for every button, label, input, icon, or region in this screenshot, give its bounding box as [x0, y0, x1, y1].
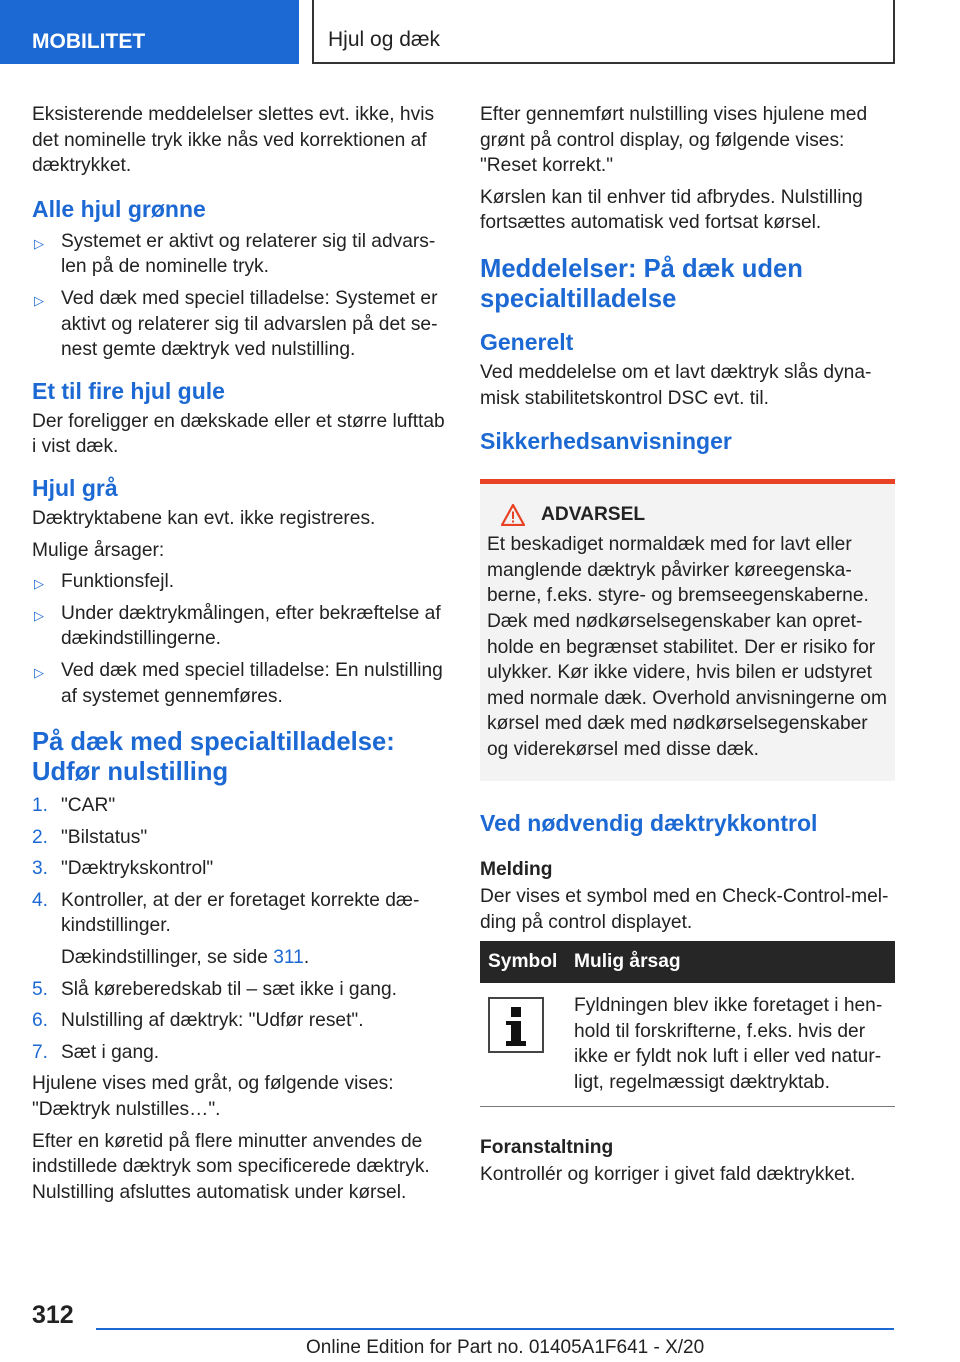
step-item: 3. "Dæktrykskontrol": [32, 858, 214, 880]
after-reset-2: Efter en køretid på flere minutter anvendes de indstillede dæktryk som specificerede dæktryk. Nulstilling afsluttes automatisk under kørsel.: [32, 1130, 430, 1203]
intro-paragraph: Eksisterende meddelelser slettes evt. ikke, hvis det nominelle tryk ikke nås ved korrektionen af dæktrykket.: [32, 104, 435, 177]
causes-label: Mulige årsager:: [32, 539, 165, 561]
heading-safety: Sikkerhedsanvisninger: [480, 428, 732, 455]
after-reset-1: Hjulene vises med gråt, og følgende vises: "Dæktryk nulstilles…".: [32, 1073, 394, 1121]
chapter-header: [312, 0, 895, 64]
heading-general: Generelt: [480, 328, 574, 355]
reset-result-paragraph: Efter gennemført nulstilling vises hjulene med grønt på control display, og følgende vises: "Reset korrekt.": [480, 104, 868, 177]
heading-yellow: Et til fire hjul gule: [32, 377, 225, 404]
step-item: 1. "CAR": [32, 795, 116, 817]
yellow-paragraph: Der foreligger en dækskade eller et større lufttab i vist dæk.: [32, 410, 445, 458]
triangle-bullet-icon: ▷: [34, 607, 44, 623]
info-icon: [488, 997, 544, 1053]
step-subnote: Dækindstillinger, se side 311.: [61, 947, 310, 969]
warning-text: Et beskadiget normaldæk med for lavt eller manglende dæktryk påvirker køreegenska-berne, f.eks. styre- og bremseegenskaberne. Dæk med nødkørselsegenskaber kan opret-holde en begrænset stabilitet. Der er risiko for ulykker. Kør ikke videre, hvis bilen er udstyret med normale dæk. Overhold anvisningerne om kørsel med dæk med nødkørselsegenskaber og viderekørsel med disse dæk.: [487, 534, 887, 760]
heading-reset: På dæk med specialtilladelse: Udfør nulstilling: [32, 728, 395, 787]
warning-box: [480, 479, 895, 780]
table-row: [480, 983, 895, 1106]
green-list: [32, 229, 446, 363]
section-title: MOBILITET: [32, 30, 146, 53]
heading-messages: Meddelelser: På dæk uden specialtilladelse: [480, 254, 803, 313]
measure-paragraph: Kontrollér og korriger i givet fald dæktrykket.: [480, 1164, 856, 1186]
subheading-message: Melding: [480, 858, 553, 880]
section-tab: [0, 0, 299, 64]
footer-divider: [96, 1328, 894, 1330]
heading-grey: Hjul grå: [32, 474, 118, 501]
list-item: ▷ Funktionsfejl.: [32, 569, 446, 595]
warning-triangle-icon: [501, 504, 525, 526]
footer-edition: Online Edition for Part no. 01405A1F641 - X/20: [306, 1337, 705, 1358]
triangle-bullet-icon: ▷: [34, 235, 44, 251]
triangle-bullet-icon: ▷: [34, 576, 44, 592]
triangle-bullet-icon: ▷: [34, 292, 44, 308]
step-item: 6. Nulstilling af dæktryk: "Udfør reset".: [32, 1010, 364, 1032]
step-item: 5. Slå køreberedskab til – sæt ikke i gang.: [32, 978, 397, 1000]
page-number: 312: [32, 1301, 74, 1329]
heading-green: Alle hjul grønne: [32, 195, 206, 222]
heading-check: Ved nødvendig dæktrykkontrol: [480, 809, 818, 836]
table-header-cause: Mulig årsag: [566, 941, 895, 983]
symbol-table: [480, 941, 895, 1106]
message-paragraph: Der vises et symbol med en Check-Control-mel-ding på control displayet.: [480, 886, 889, 933]
interrupt-paragraph: Kørslen kan til enhver tid afbrydes. Nulstilling fortsættes automatisk ved fortsat kørsel.: [480, 186, 863, 234]
list-item: ▷ Systemet er aktivt og relaterer sig til advars-len på de nominelle tryk.: [34, 230, 436, 278]
step-item: 7. Sæt i gang.: [32, 1041, 160, 1063]
subheading-measure: Foranstaltning: [480, 1136, 614, 1158]
step-item: 2. "Bilstatus": [32, 826, 148, 848]
table-cell-cause: Fyldningen blev ikke foretaget i hen-hold til forskrifterne, f.eks. hvis der ikke er fyldt nok luft i eller ved natur-ligt, regelmæssigt dæktryktab.: [566, 983, 895, 1106]
warning-title: ADVARSEL: [487, 504, 887, 526]
grey-paragraph: Dæktryktabene kan evt. ikke registreres.: [32, 507, 376, 529]
page-link[interactable]: 311: [273, 947, 304, 969]
list-item: ▷ Ved dæk med speciel tilladelse: En nulstilling af systemet gennemføres.: [34, 659, 443, 707]
reset-steps: [32, 793, 446, 1065]
right-column: [480, 102, 895, 1194]
list-item: ▷ Ved dæk med speciel tilladelse: Systemet er aktivt og relaterer sig til advarslen på det se-nest gemte dæktryk ved nulstilling.: [34, 287, 438, 361]
step-item: 4. Kontroller, at der er foretaget korrekte dæ-kindstillinger. Dækindstillinger, se side 311.: [32, 888, 446, 971]
left-column: [32, 102, 446, 1211]
table-header-symbol: Symbol: [480, 941, 566, 983]
grey-list: [32, 569, 446, 709]
list-item: ▷ Under dæktrykmålingen, efter bekræftelse af dækindstillingerne.: [34, 602, 441, 650]
chapter-title: Hjul og dæk: [328, 28, 441, 51]
triangle-bullet-icon: ▷: [34, 664, 44, 680]
general-paragraph: Ved meddelelse om et lavt dæktryk slås dyna-misk stabilitetskontrol DSC evt. til.: [480, 361, 872, 409]
